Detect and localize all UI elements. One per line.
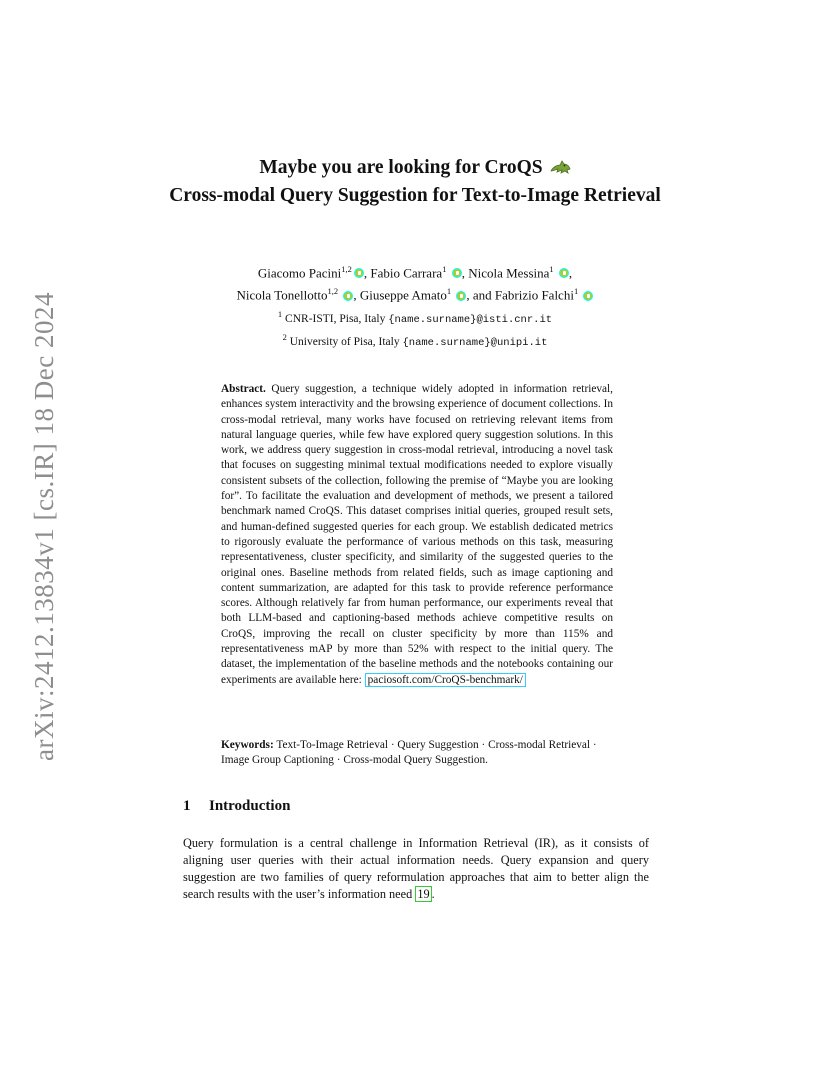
keywords <box>221 738 613 769</box>
intro-paragraph <box>183 835 649 903</box>
orcid-icon[interactable] <box>452 268 462 278</box>
abstract <box>221 382 613 688</box>
affiliation-name: CNR-ISTI, Pisa, Italy <box>285 312 386 325</box>
affiliation-email: {name.surname}@isti.cnr.it <box>388 313 553 326</box>
paper-title <box>150 155 680 209</box>
author-affiliation-mark: 1 <box>446 286 452 297</box>
orcid-icon[interactable] <box>583 291 593 301</box>
author-affiliation-mark: 1 <box>549 264 554 274</box>
citation-link[interactable]: 19 <box>417 887 430 901</box>
affiliation-name: University of Pisa, Italy <box>289 335 400 348</box>
affiliation-1 <box>200 306 630 329</box>
orcid-icon[interactable] <box>354 268 364 278</box>
abstract-text: Query suggestion, a technique widely adopted in information retrieval, enhances system interactivity and the browsing experience of document collections. In cross-modal retrieval, many works have focused on retrieving relevant items from natural language queries, while few have explored query suggestion solutions. In this work, we address query suggestion in cross-modal retrieval, introducing a novel task that focuses on suggesting minimal textual modifications needed to explore visually consistent subsets of the collection, following the premise of “Maybe you are looking for”. To facilitate the evaluation and development of methods, we present a tailored benchmark named CroQS. This dataset comprises initial queries, grouped result sets, and human-defined suggested queries for each group. We establish dedicated metrics to rigorously evaluate the performance of various methods on this task, measuring representativeness, cluster specificity, and similarity of the suggested queries to the original ones. Baseline methods from related fields, such as image captioning and content summarization, are adapted for this task to provide reference performance scores. Although relatively far from human performance, our experiments reveal that both LLM-based and captioning-based methods achieve competitive results on CroQS, improving the recall on cluster specificity by more than 115% and representativeness mAP by more than 52% with respect to the initial query. The dataset, the implementation of the baseline methods and the notebooks containing our experiments are available here: <box>221 383 613 686</box>
crocodile-icon <box>549 157 571 183</box>
author-name: Giuseppe Amato <box>359 287 447 303</box>
title-line-2: Cross-modal Query Suggestion for Text-to-Image Retrieval <box>169 185 661 206</box>
author-name: Nicola Tonellotto <box>236 287 328 303</box>
author-affiliation-mark: 1,2 <box>327 286 339 297</box>
author-name: Giacomo Pacini <box>257 265 342 281</box>
title-line-1: Maybe you are looking for CroQS <box>259 157 543 178</box>
orcid-icon[interactable] <box>343 291 353 301</box>
section-heading <box>183 798 290 815</box>
abstract-label: Abstract. <box>221 383 266 395</box>
author-name: Fabrizio Falchi <box>494 287 574 303</box>
author-affiliation-mark: 1 <box>442 264 447 274</box>
affiliation-number: 2 <box>282 331 287 342</box>
orcid-icon[interactable] <box>559 268 569 278</box>
author-list: Giacomo Pacini$^{1,2}$ , Fabio Carrara$^1$ , Nicola Messina$^1$ , Nicola Tonellotto$^{1,2}$ , Giuseppe Amato$^1$ , and Fabrizio Falchi$^1$ <box>160 260 670 305</box>
orcid-icon[interactable] <box>456 291 466 301</box>
intro-text: Query formulation is a central challenge in Information Retrieval (IR), as it consists of aligning user queries with their actual information needs. Query expansion and query suggestion are two families of query reformulation approaches that aim to better align the search results with the user’s information need <box>183 836 649 901</box>
intro-end: . <box>431 887 435 901</box>
author-affiliation-mark: 1 <box>573 286 579 297</box>
affiliation-email: {name.surname}@unipi.it <box>402 336 548 349</box>
arxiv-id: arXiv:2412.13834v1 [cs.IR] 18 Dec 2024 <box>28 291 59 761</box>
keywords-label: Keywords: <box>221 739 274 751</box>
section-title: Introduction <box>209 798 291 814</box>
affiliations <box>200 306 630 352</box>
affiliation-number: 1 <box>277 309 283 319</box>
arxiv-stamp <box>22 291 66 761</box>
benchmark-link[interactable]: paciosoft.com/CroQS-benchmark/ <box>365 673 526 687</box>
section-number: 1 <box>183 798 191 814</box>
author-name: Fabio Carrara <box>370 265 443 281</box>
author-name: Nicola Messina <box>468 265 550 281</box>
affiliation-2 <box>200 329 630 352</box>
keywords-text: Text-To-Image Retrieval · Query Suggestion · Cross-modal Retrieval · Image Group Captioning · Cross-modal Query Suggestion. <box>221 739 597 767</box>
author-affiliation-mark: 1,2 <box>341 264 352 274</box>
